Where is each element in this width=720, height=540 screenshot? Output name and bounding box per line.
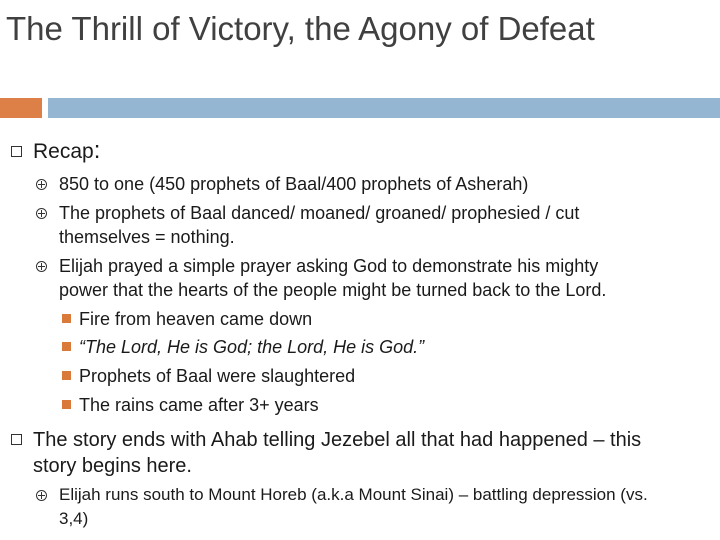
story-point-1-line-1: Elijah runs south to Mount Horeb (a.k.a Mount Sinai) – battling depression (vs. [59,485,648,504]
circle-cross-bullet-icon [35,260,48,273]
filled-square-bullet-icon [62,371,71,380]
recap-point-3-line-1: Elijah prayed a simple prayer asking God to demonstrate his mighty [59,256,599,276]
circle-cross-bullet-icon [35,178,48,191]
sub-point-1: Fire from heaven came down [79,309,313,329]
sub-point-4: The rains came after 3+ years [79,395,319,415]
story-line-2: story begins here. [33,455,192,477]
circle-cross-bullet-icon [35,207,48,220]
square-bullet-icon [11,434,22,445]
filled-square-bullet-icon [62,314,71,323]
accent-bar-blue [48,98,720,118]
accent-bar-orange [0,98,42,118]
slide-title: The Thrill of Victory, the Agony of Defeat [6,10,595,47]
recap-point-2-line-2: themselves = nothing. [59,227,235,247]
filled-square-bullet-icon [62,400,71,409]
story-point-1-line-2: 3,4) [59,509,89,528]
recap-point-3-line-2: power that the hearts of the people might be turned back to the Lord. [59,280,607,300]
sub-point-3: Prophets of Baal were slaughtered [79,366,356,386]
circle-cross-bullet-icon [35,489,48,502]
story-line-1: The story ends with Ahab telling Jezebel all that had happened – this [33,429,642,451]
square-bullet-icon [11,146,22,157]
recap-heading: Recap: [33,137,101,164]
filled-square-bullet-icon [62,342,71,351]
recap-point-1: 850 to one (450 prophets of Baal/400 prophets of Asherah) [59,174,529,194]
sub-point-2: “The Lord, He is God; the Lord, He is God.” [79,337,425,357]
recap-point-2-line-1: The prophets of Baal danced/ moaned/ groaned/ prophesied / cut [59,203,580,223]
